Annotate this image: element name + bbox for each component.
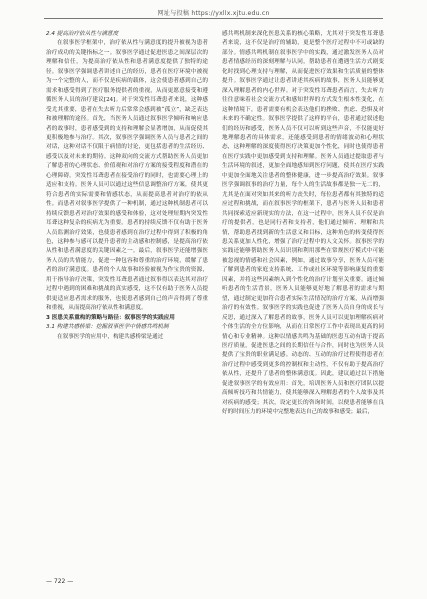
right-column	[222, 30, 384, 418]
section-heading: 3 医患关系重构的策略与路径：叙事医学的实践应用	[46, 314, 175, 321]
page-number: — 722 —	[46, 578, 74, 585]
subsection-heading: 2.4 提高治疗依从性与满意度	[46, 31, 119, 37]
body-paragraph: 在叙事医学的应用中，构建共感桥梁是通过	[57, 333, 164, 340]
running-head: 网址与投稿 https://yxllx.xjtu.edu.cn	[157, 10, 270, 17]
header-rule	[44, 18, 383, 19]
subsection-heading: 3.1 构建共感桥梁：挖掘叙事医学中情感共鸣机制	[46, 324, 169, 331]
body-paragraph: 在叙事医学框架中，治疗依从性与满意度的提升被视为患者治疗成功的关键指标之一。叙事医学通过促进医患之间深层次的理解和信任，为提高治疗依从性和患者满意度提供了独特的途径。叙事医学强调患者讲述自己的经历，患者在医疗环境中被视为一个完整的人，而不仅是疾病的载体，这会使患者感到自己的需求和感受得到了医疗服务提供者的重视，从而更愿意接受和遵循医务人员的治疗建议[24]。对于突发性耳聋患者来说，这种感受尤其重要，患者在失去听力后常常会感到被“孤立”，缺乏表达和被理解的途径。首先，当医务人员通过叙事医学倾听和响应患者的故事时，患者感受到的支持和理解会显著增加，从而促使其更积极地参与治疗。其次，叙事医学强调医务人员与患者之间的对话，这种对话不仅限于病情的讨论，更包括患者的生活经历、感受以及对未来的期待。这种双向的交流方式帮助医务人员更加了解患者的心理状态、价值观和对治疗方案的接受程度和潜在的心理障碍。突发性耳聋患者在接受治疗的同时，也需要心理上的适应和支持。医务人员可以通过这些信息调整治疗方案，使其更符合患者的实际需要和情感状态，从而提高患者对治疗的依从性。而患者对叙事医学提供了一种机制，通过这种机制患者可以持续反馈患者对治疗效果的感受和体验，这对处理短期内突发性耳聋这种复杂的疾病尤为重要。患者的持续反馈不仅有助于医务人员监测治疗效果，也使患者感到在治疗过程中得到了积极的角色，这种参与感可以提升患者的主动感和控制感，是提高治疗依从性和患者满意度的关键因素之一。最后，叙事医学还能增强医务人员的共情能力，促进一种包容和尊重的治疗环境，缓解了患者的治疗满意度。患者的个人故事和经验被视为作宝贵的资源，用于指导治疗决策，突发性耳聋患者通过叙事得以表达其对治疗过程中遇到的困难和挑战的真实感受，这不仅有助于医务人员提供更适应患者需求的服务，也使患者感到自己的声音得到了尊重和重视，从而提高治疗依从性和满意度。	[46, 40, 208, 312]
left-column	[46, 30, 208, 342]
body-paragraph: 感共鸣机制来深化医患关系的核心策略，尤其对于突发性耳聋患者来说，这不仅是治疗的辅助，更是整个医疗过程中不可或缺的部分。情感共鸣机制在叙事医学中的实践，通过激发医务人员对患者情感经历的深刻理解与认同，帮助患者在遭遇生活方式剧变化时找到心理支持与理解，从而促进医疗效果和生活质量的整体提升。叙事医学通过让患者讲述其疾病的故事，医务人员能够更深入理解患者的内心世界。对于突发性耳聋患者而言，失去听力往往意味着社会交流方式和感知世界的方式发生根本性变化，在这种情境下，患者需要有机会表达他们的挫败、焦虑、恐惧及对未来的不确定性。叙事医学提供了这样的平台，患者通过叙述他们的经历和感受，医务人员不仅可以听到这些声音，不仅能更好地理解患者的具体需求，还能感受到患者的情绪波动和心理状态，这种理解的深度使得医疗决策更加个性化，同时也使得患者在医疗实践中更加感受到支持和理解。医务人员通过提取患者与生活环境的叙述，更加全面地感知到医疗问题，使其在医疗实践中更加全面地关注患者的整体健康，进一步提高治疗效果。叙事医学强调叙事的治疗力量，每个人的生活故事都是独一无二的，尤其是在面对突如其来的听力丧失时，每位患者都有其独特的适应过程和挑战，而在叙事医学的框架下，患者与医务人员和患者共同探索适应新现实的方法，在这一过程中，医务人员不仅是治疗的提供者，也是同行者和支持者，他们通过倾听、理解和共情，帮助患者找到新的生活意义和目标，这种角色的转变使得医患关系更加人性化，增强了治疗过程中的人文关怀。叙事医学的实践还能够帮助医务人员识别和利用那些在常规医疗模式中可能被忽视的情感和社会因素，例如，通过故事分享，医务人员可能了解到患者的家庭支持系统、工作或社区环境等影响康复的重要因素，并将这些因素纳入到个性化的治疗计划至关重要。通过倾听患者的生活背景，医务人员能够更好地了解患者的需求与期望，通过制定更加符合患者实际生活情况的治疗方案，从而增强治疗的有效性。叙事医学的实践也促进了医务人员自身的成长与反思，通过深入了解患者的故事，医务人员可以更加理解疾病对个体生活的全方位影响，从而在日常医疗工作中表现出更高的同情心和专业精神。这种以情感共鸣为基础的医患互动有助于提高医疗质量，促进医患之间的长期信任与合作，同时也为医务人员提供了宝贵的职业满足感。动态的、互动的治疗过程使得患者在治疗过程中感受到更多的控制权和主动性，不仅有助于提高治疗依从性，还提升了患者的整体满意度。因此，建议通过以下措施促进叙事医学的有效应用：首先，培训医务人员和医疗团队以提高倾听技巧和共情能力，使其能够深入理解患者的个人故事及其对疾病的感受；其次，设定更长的咨询时间，以便患者能够在良好的时间压力的环境中完整地表达自己的故事和感受；最后，	[222, 31, 384, 416]
